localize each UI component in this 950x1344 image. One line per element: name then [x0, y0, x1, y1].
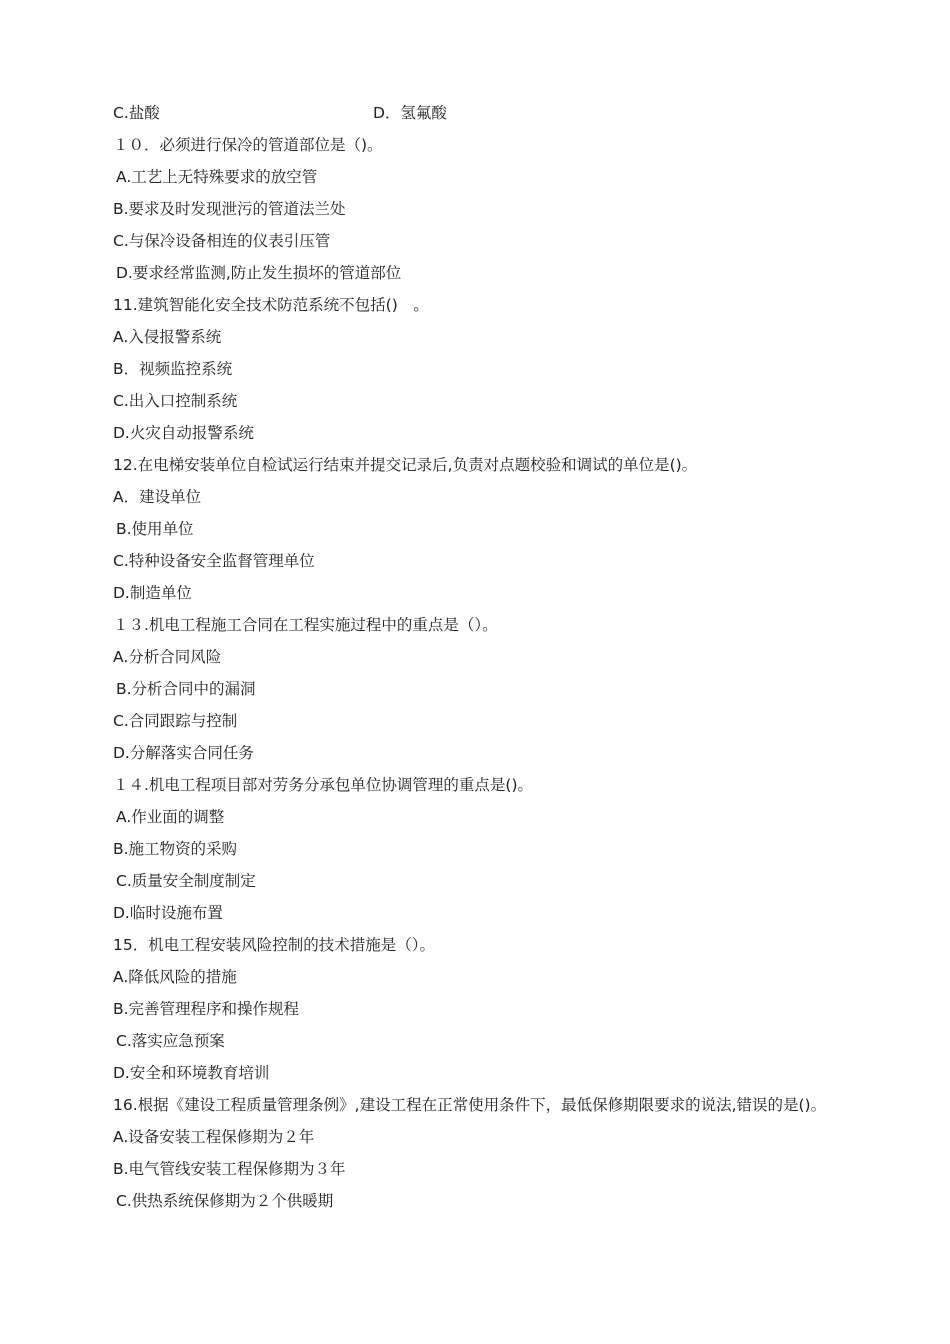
question-16: 16.根据《建设工程质量管理条例》,建设工程在正常使用条件下，最低保修期限要求的说法,错误的是()。 [113, 1096, 827, 1114]
q9-option-d: D．氢氟酸 [373, 104, 447, 122]
q11-option-a: A.入侵报警系统 [113, 328, 222, 346]
q15-option-d: D.安全和环境教育培训 [113, 1064, 270, 1082]
q15-option-b: B.完善管理程序和操作规程 [113, 1000, 300, 1018]
q10-option-d: D.要求经常监测,防止发生损坏的管道部位 [116, 264, 402, 282]
document-content [113, 97, 843, 1217]
q9-option-c: C.盐酸 [113, 104, 160, 122]
question-13: １３.机电工程施工合同在工程实施过程中的重点是（）。 [113, 616, 498, 634]
q11-option-c: C.出入口控制系统 [113, 392, 238, 410]
q12-option-b: B.使用单位 [116, 520, 194, 538]
question-10: １０．必须进行保冷的管道部位是（)。 [113, 136, 383, 154]
q13-option-d: D.分解落实合同任务 [113, 744, 254, 762]
q10-option-a: A.工艺上无特殊要求的放空管 [116, 168, 318, 186]
question-11: 11.建筑智能化安全技术防范系统不包括() 。 [113, 296, 429, 314]
q14-option-d: D.临时设施布置 [113, 904, 223, 922]
q13-option-a: A.分析合同风险 [113, 648, 222, 666]
q16-option-b: B.电气管线安装工程保修期为３年 [113, 1160, 346, 1178]
q10-option-c: C.与保冷设备相连的仪表引压管 [113, 232, 331, 250]
question-12: 12.在电梯安装单位自检试运行结束并提交记录后,负责对点题校验和调试的单位是()。 [113, 456, 698, 474]
q11-option-d: D.火灾自动报警系统 [113, 424, 254, 442]
q12-option-c: C.特种设备安全监督管理单位 [113, 552, 315, 570]
q11-option-b: B．视频监控系统 [113, 360, 233, 378]
q10-option-b: B.要求及时发现泄污的管道法兰处 [113, 200, 346, 218]
q15-option-a: A.降低风险的措施 [113, 968, 237, 986]
q13-option-c: C.合同跟踪与控制 [113, 712, 238, 730]
q16-option-c: C.供热系统保修期为２个供暖期 [116, 1192, 334, 1210]
question-14: １４.机电工程项目部对劳务分承包单位协调管理的重点是()。 [113, 776, 534, 794]
q14-option-a: A.作业面的调整 [116, 808, 225, 826]
q15-option-c: C.落实应急预案 [116, 1032, 225, 1050]
q13-option-b: B.分析合同中的漏洞 [116, 680, 256, 698]
q14-option-c: C.质量安全制度制定 [116, 872, 256, 890]
q12-option-a: A．建设单位 [113, 488, 202, 506]
q12-option-d: D.制造单位 [113, 584, 192, 602]
q16-option-a: A.设备安装工程保修期为２年 [113, 1128, 315, 1146]
question-15: 15．机电工程安装风险控制的技术措施是（）。 [113, 936, 435, 954]
q14-option-b: B.施工物资的采购 [113, 840, 238, 858]
q9-options-cd [113, 97, 843, 129]
